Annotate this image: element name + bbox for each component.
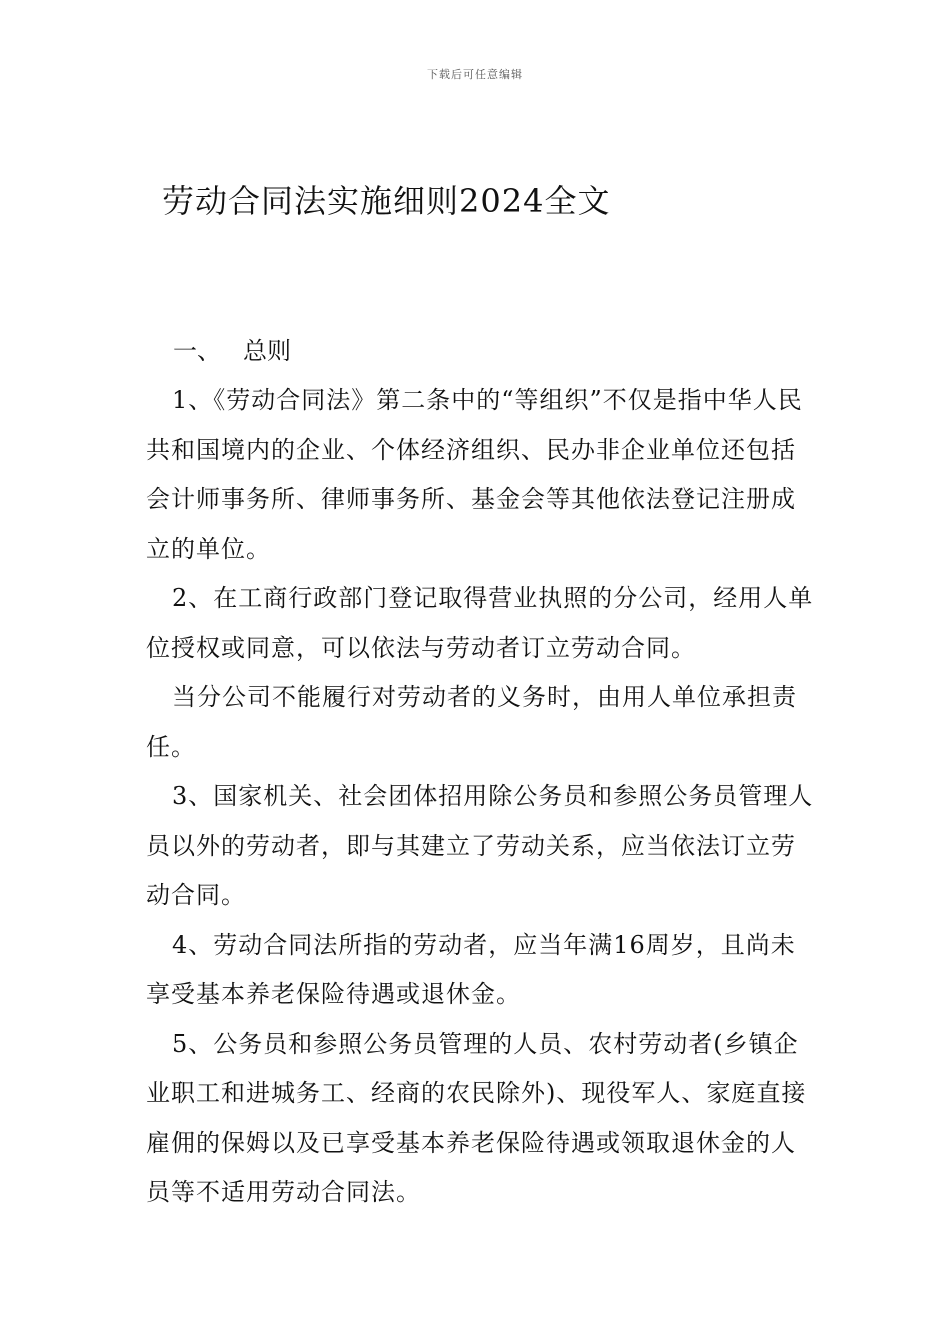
- section-heading-text: 总则: [243, 337, 291, 365]
- document-title: 劳动合同法实施细则2024全文: [162, 182, 611, 220]
- header-note: 下载后可任意编辑: [427, 68, 523, 81]
- paragraph: 1、《劳动合同法》第二条中的“等组织”不仅是指中华人民共和国境内的企业、个体经济组织、民办非企业单位还包括会计师事务所、律师事务所、基金会等其他依法登记注册成立的单位。: [146, 386, 803, 563]
- paragraph: 2、在工商行政部门登记取得营业执照的分公司，经用人单位授权或同意，可以依法与劳动者订立劳动合同。: [146, 584, 814, 662]
- section-number: 一、: [173, 337, 221, 365]
- paragraph: 当分公司不能履行对劳动者的义务时，由用人单位承担责任。: [146, 683, 797, 761]
- document-body: [146, 376, 816, 1218]
- paragraph: 4、劳动合同法所指的劳动者，应当年满16周岁，且尚未享受基本养老保险待遇或退休金。: [146, 930, 796, 1008]
- paragraph: 5、公务员和参照公务员管理的人员、农村劳动者(乡镇企业职工和进城务工、经商的农民除外)、现役军人、家庭直接雇佣的保姆以及已享受基本养老保险待遇或领取退休金的人员等不适用劳动合同法。: [146, 1029, 807, 1206]
- section-heading: [173, 331, 291, 366]
- paragraph: 3、国家机关、社会团体招用除公务员和参照公务员管理人员以外的劳动者，即与其建立了劳动关系，应当依法订立劳动合同。: [146, 782, 814, 909]
